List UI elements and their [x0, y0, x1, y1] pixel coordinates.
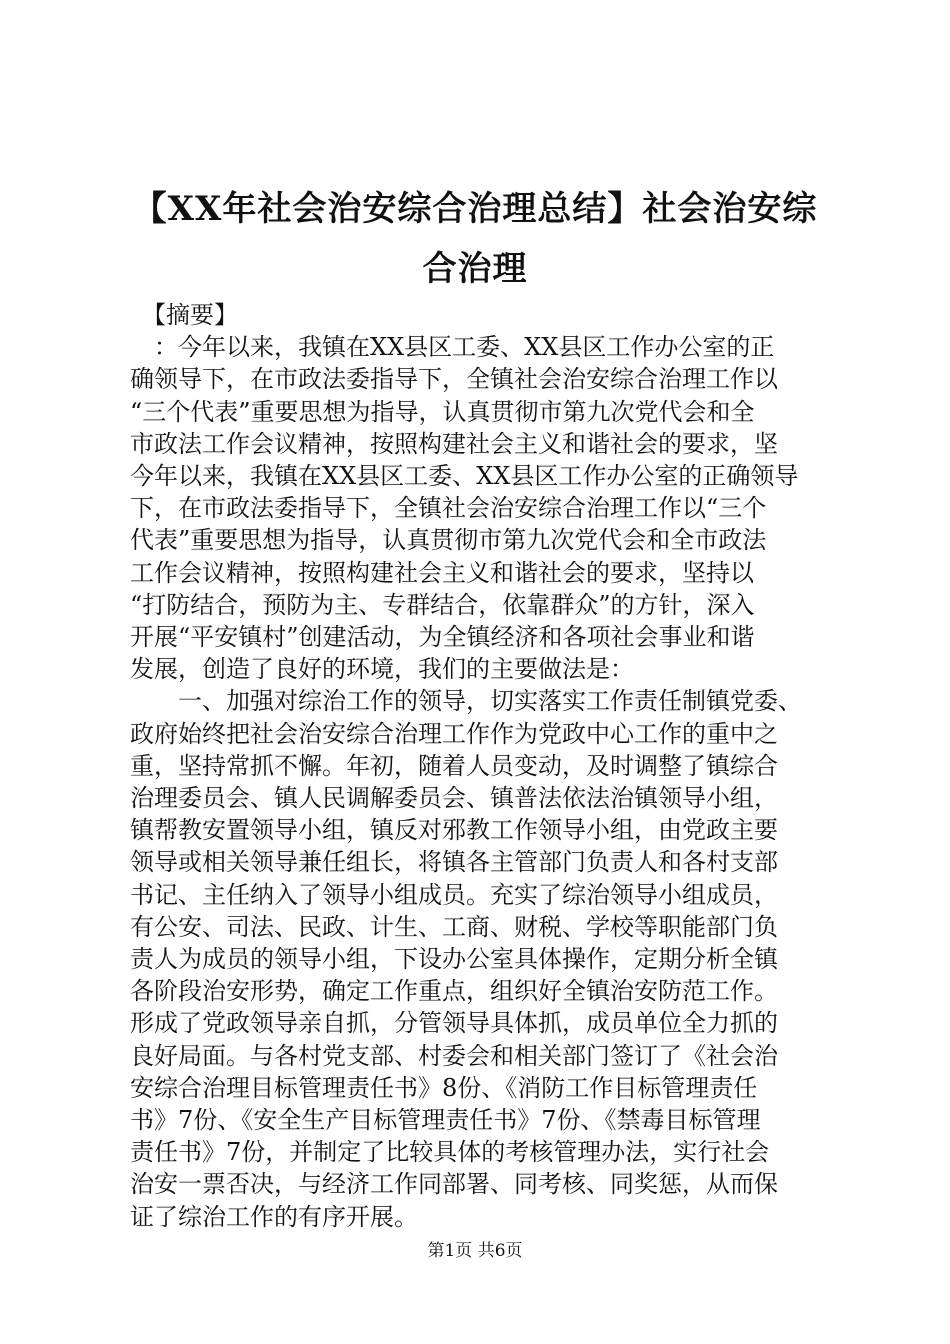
body-text-line: 形成了党政领导亲自抓，分管领导具体抓，成员单位全力抓的	[130, 1009, 778, 1038]
body-text-line: “三个代表”重要思想为指导，认真贯彻市第九次党代会和全	[130, 397, 755, 426]
body-text-line: 责人为成员的领导小组，下设办公室具体操作，定期分析全镇	[130, 945, 778, 973]
body-text-line: 确领导下，在市政法委指导下，全镇社会治安综合治理工作以	[130, 365, 778, 394]
body-text-line: 安综合治理目标管理责任书》8份、《消防工作目标管理责任	[130, 1073, 758, 1102]
body-text-line: “打防结合，预防为主、专群结合，依靠群众”的方针，深入	[130, 590, 755, 619]
body-text-line: 镇帮教安置领导小组，镇反对邪教工作领导小组，由党政主要	[130, 816, 778, 845]
body-text-line: 领导或相关领导兼任组长，将镇各主管部门负责人和各村支部	[130, 848, 778, 877]
body-text-line: 一、加强对综治工作的领导，切实落实工作责任制镇党委、	[130, 687, 802, 716]
body-text-line: ：今年以来，我镇在XX县区工委、XX县区工作办公室的正	[130, 333, 775, 362]
page-footer: 第1页 共6页	[427, 1241, 523, 1261]
body-text-line: 政府始终把社会治安综合治理工作作为党政中心工作的重中之	[130, 719, 778, 748]
body-text-line: 代表”重要思想为指导，认真贯彻市第九次党代会和全市政法	[130, 526, 767, 555]
body-text-line: 证了综治工作的有序开展。	[130, 1202, 418, 1231]
document-title-line-1: 【XX年社会治安综合治理总结】社会治安综	[132, 189, 818, 229]
body-text-line: 工作会议精神，按照构建社会主义和谐社会的要求，坚持以	[130, 558, 754, 587]
body-text-line: 各阶段治安形势，确定工作重点，组织好全镇治安防范工作。	[130, 977, 778, 1006]
body-text-line: 书记、主任纳入了领导小组成员。充实了综治领导小组成员，	[130, 880, 778, 909]
body-text-line: 【摘要】	[130, 301, 238, 329]
body-text-line: 良好局面。与各村党支部、村委会和相关部门签订了《社会治	[130, 1041, 778, 1070]
body-text-line: 治理委员会、镇人民调解委员会、镇普法依法治镇领导小组，	[130, 784, 778, 812]
body-text-line: 责任书》7份，并制定了比较具体的考核管理办法，实行社会	[130, 1138, 770, 1167]
body-text-line: 重，坚持常抓不懈。年初，随着人员变动，及时调整了镇综合	[130, 751, 778, 780]
body-text-line: 治安一票否决，与经济工作同部署、同考核、同奖惩，从而保	[130, 1170, 778, 1199]
body-text-line: 今年以来，我镇在XX县区工委、XX县区工作办公室的正确领导	[130, 462, 799, 490]
body-text-line: 书》7份、《安全生产目标管理责任书》7份、《禁毒目标管理	[130, 1106, 761, 1134]
body-text-line: 开展“平安镇村”创建活动，为全镇经济和各项社会事业和谐	[130, 623, 755, 651]
body-text-line: 发展，创造了良好的环境，我们的主要做法是：	[130, 655, 634, 684]
body-text-line: 有公安、司法、民政、计生、工商、财税、学校等职能部门负	[130, 912, 778, 941]
body-text-line: 下，在市政法委指导下，全镇社会治安综合治理工作以“三个	[130, 494, 767, 523]
document-title-line-2: 合治理	[422, 249, 528, 289]
body-text-line: 市政法工作会议精神，按照构建社会主义和谐社会的要求，坚	[130, 429, 778, 458]
